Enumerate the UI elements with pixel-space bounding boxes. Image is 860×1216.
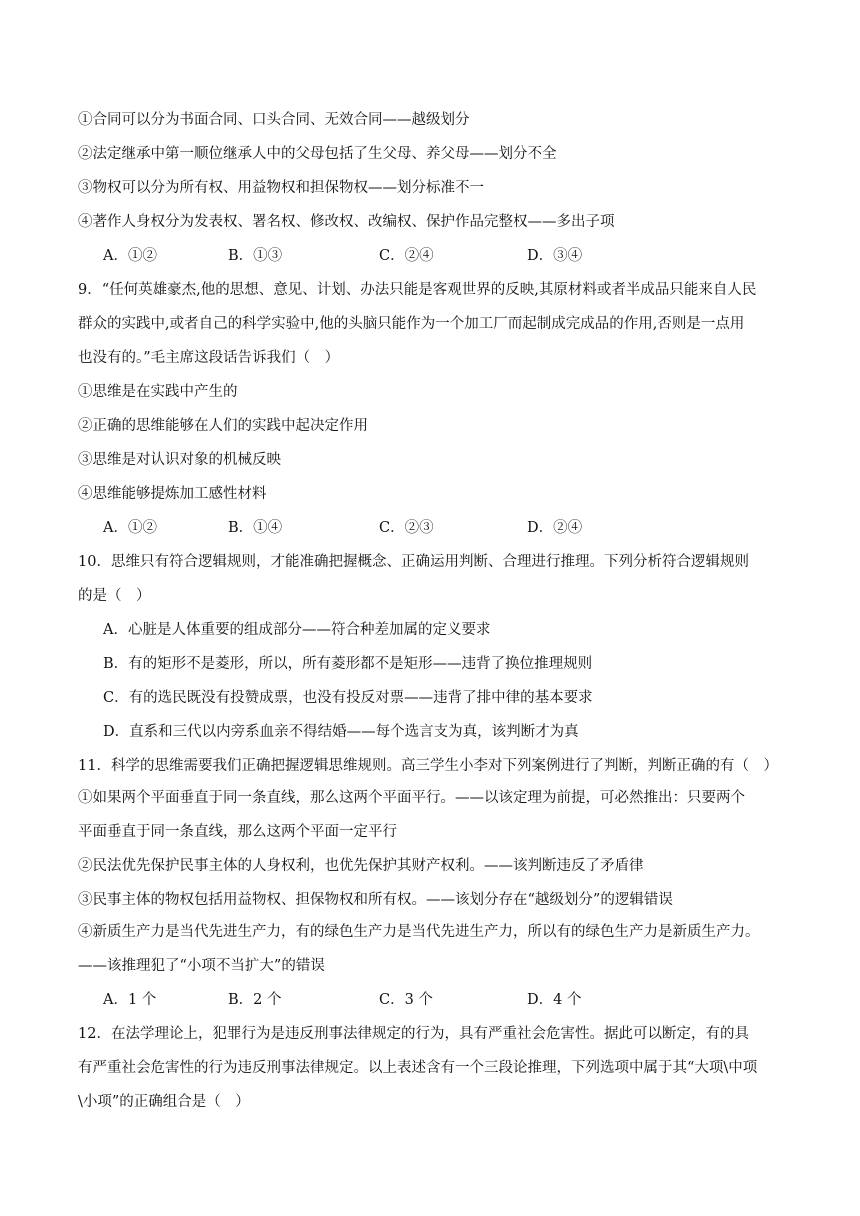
q10-option-d: D．直系和三代以内旁系血亲不得结婚——每个选言支为真，该判断才为真 bbox=[103, 724, 579, 740]
q12-stem-line-3: \小项”的正确组合是（ ） bbox=[78, 1094, 250, 1110]
q11-option-d: D．4 个 bbox=[527, 992, 582, 1008]
q9-stem-line-3: 也没有的。”毛主席这段话告诉我们（ ） bbox=[78, 350, 340, 366]
q8-item-1: ①合同可以分为书面合同、口头合同、无效合同——越级划分 bbox=[78, 112, 470, 128]
q8-item-3: ③物权可以分为所有权、用益物权和担保物权——划分标准不一 bbox=[78, 180, 484, 196]
q11-item-3: ③民事主体的物权包括用益物权、担保物权和所有权。——该划分存在“越级划分”的逻辑错误 bbox=[78, 892, 673, 908]
q9-item-1: ①思维是在实践中产生的 bbox=[78, 384, 238, 400]
q9-item-4: ④思维能够提炼加工感性材料 bbox=[78, 486, 267, 502]
q9-option-a: A．①② bbox=[103, 520, 157, 536]
q11-item-1-line-2: 平面垂直于同一条直线，那么这两个平面一定平行 bbox=[78, 824, 397, 840]
q11-option-b: B．2 个 bbox=[228, 992, 282, 1008]
q10-option-a: A．心脏是人体重要的组成部分——符合种差加属的定义要求 bbox=[103, 622, 491, 638]
q12-stem-line-2: 有严重社会危害性的行为违反刑事法律规定。以上表述含有一个三段论推理，下列选项中属于其“大项\中项 bbox=[78, 1060, 758, 1076]
q10-stem-line-1: 10．思维只有符合逻辑规则，才能准确把握概念、正确运用判断、合理进行推理。下列分析符合逻辑规则 bbox=[78, 554, 749, 570]
q11-item-2: ②民法优先保护民事主体的人身权利，也优先保护其财产权利。——该判断违反了矛盾律 bbox=[78, 858, 644, 874]
q10-option-c: C．有的选民既没有投赞成票，也没有投反对票——违背了排中律的基本要求 bbox=[103, 690, 593, 706]
q11-stem-line-1: 11．科学的思维需要我们正确把握逻辑思维规则。高三学生小李对下列案例进行了判断，判断正确的有（ ） bbox=[78, 758, 778, 774]
q11-option-c: C．3 个 bbox=[379, 992, 433, 1008]
q9-option-b: B．①④ bbox=[228, 520, 283, 536]
q12-stem-line-1: 12．在法学理论上，犯罪行为是违反刑事法律规定的行为，具有严重社会危害性。据此可以断定，有的具 bbox=[78, 1026, 749, 1042]
q10-option-b: B．有的矩形不是菱形，所以，所有菱形都不是矩形——违背了换位推理规则 bbox=[103, 656, 593, 672]
q8-option-a: A．①② bbox=[103, 248, 157, 264]
q8-item-4: ④著作人身权分为发表权、署名权、修改权、改编权、保护作品完整权——多出子项 bbox=[78, 214, 615, 230]
q9-stem-line-1: 9．“任何英雄豪杰,他的思想、意见、计划、办法只能是客观世界的反映,其原材料或者半成品只能来自人民 bbox=[78, 282, 757, 298]
q8-option-c: C．②④ bbox=[379, 248, 434, 264]
q8-option-b: B．①③ bbox=[228, 248, 283, 264]
q9-option-d: D．②④ bbox=[527, 520, 583, 536]
q11-item-4-line-1: ④新质生产力是当代先进生产力，有的绿色生产力是当代先进生产力，所以有的绿色生产力是新质生产力。 bbox=[78, 924, 760, 940]
q9-stem-line-2: 群众的实践中,或者自己的科学实验中,他的头脑只能作为一个加工厂而起制成完成品的作用,否则是一点用 bbox=[78, 316, 745, 332]
q9-item-2: ②正确的思维能够在人们的实践中起决定作用 bbox=[78, 418, 368, 434]
q8-item-2: ②法定继承中第一顺位继承人中的父母包括了生父母、养父母——划分不全 bbox=[78, 146, 557, 162]
q10-stem-line-2: 的是（ ） bbox=[78, 588, 151, 604]
q8-option-d: D．③④ bbox=[527, 248, 583, 264]
q11-item-4-line-2: ——该推理犯了“小项不当扩大”的错误 bbox=[78, 958, 325, 974]
q11-item-1-line-1: ①如果两个平面垂直于同一条直线，那么这两个平面平行。——以该定理为前提，可必然推出：只要两个 bbox=[78, 790, 745, 806]
q9-item-3: ③思维是对认识对象的机械反映 bbox=[78, 452, 281, 468]
q9-option-c: C．②③ bbox=[379, 520, 434, 536]
q11-option-a: A．1 个 bbox=[103, 992, 157, 1008]
